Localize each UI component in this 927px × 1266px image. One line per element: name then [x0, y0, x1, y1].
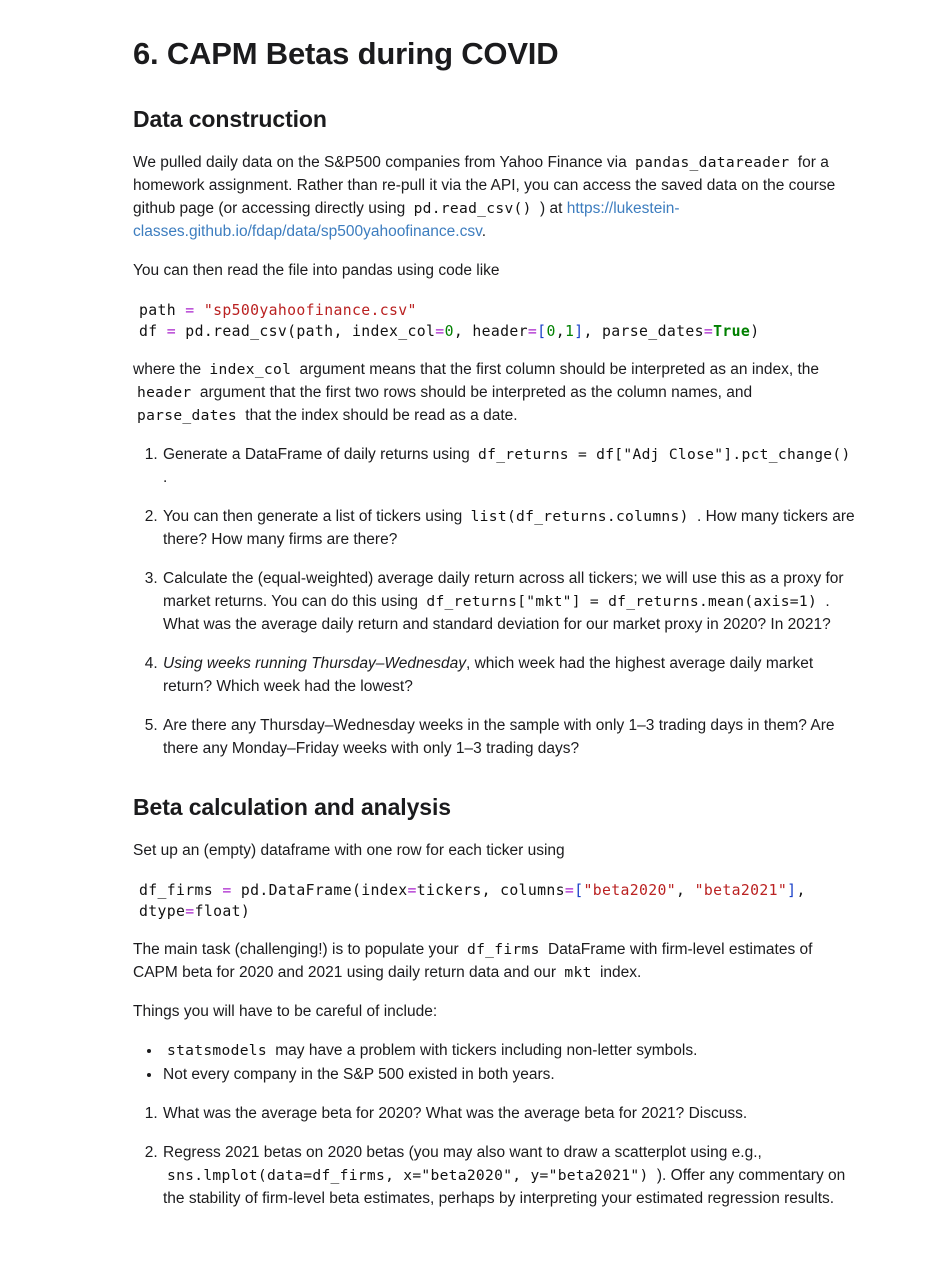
- text-run: . What was the average daily return and standard deviation for our market proxy in 2020? In 2021?: [163, 593, 831, 633]
- text-run: argument means that the first column should be interpreted as an index, the: [295, 361, 820, 378]
- code-token-punct: ]: [787, 882, 797, 899]
- code-token-num: 1: [564, 323, 575, 340]
- text-run: DataFrame with firm-level estimates of CAPM beta for 2020 and 2021 using daily return data and our: [133, 941, 813, 981]
- code-token-plain: , header: [453, 323, 528, 340]
- inline-code: pandas_datareader: [635, 154, 790, 171]
- code-token-plain: ,: [676, 882, 695, 899]
- data-construction-tasks: [133, 443, 857, 760]
- list-item: [162, 505, 857, 551]
- paragraph-arguments: [133, 358, 857, 427]
- inline-code: list(df_returns.columns): [470, 508, 689, 525]
- code-token-op: =: [435, 323, 445, 340]
- text-run: You can then read the file into pandas using code like: [133, 262, 500, 279]
- code-token-plain: df_firms: [139, 882, 223, 899]
- code-token-op: =: [185, 302, 195, 319]
- list-item: [162, 1063, 857, 1086]
- code-token-str: "beta2021": [694, 882, 788, 899]
- code-token-op: =: [407, 882, 417, 899]
- emphasized-text: Using weeks running Thursday–Wednesday: [163, 655, 466, 672]
- code-token-op: =: [564, 882, 575, 899]
- code-token-plain: path: [139, 302, 186, 319]
- code-token-plain: float): [194, 903, 251, 920]
- code-token-op: =: [166, 323, 177, 340]
- section-heading-beta-calculation: Beta calculation and analysis: [133, 794, 451, 820]
- inline-code: sns.lmplot(data=df_firms, x="beta2020", y="beta2021"): [167, 1167, 649, 1184]
- code-token-plain: pd.read_csv(path, index_col: [176, 323, 436, 340]
- list-item: [162, 714, 857, 760]
- paragraph-setup-dataframe: [133, 839, 857, 862]
- beta-analysis-tasks: [133, 1102, 857, 1210]
- text-run: ) at: [535, 200, 567, 217]
- code-token-plain: pd.DataFrame(index: [231, 882, 408, 899]
- text-run: .: [481, 223, 487, 240]
- list-item: [162, 1102, 857, 1125]
- code-token-plain: tickers, columns: [416, 882, 565, 899]
- text-run: , which week had the highest average daily market return? Which week had the lowest?: [163, 655, 814, 695]
- code-block-df-firms: [133, 878, 857, 924]
- text-run: Regress 2021 betas on 2020 betas (you may also want to draw a scatterplot using e.g.,: [163, 1144, 762, 1161]
- code-token-punct: [: [537, 323, 547, 340]
- code-token-op: =: [222, 882, 232, 899]
- text-run: ). Offer any commentary on the stability of firm-level beta estimates, perhaps by interpreting your estimated regression results.: [163, 1167, 846, 1207]
- text-run: for a homework assignment. Rather than re-pull it via the API, you can access the saved data on the course github page (or accessing directly using: [133, 154, 836, 217]
- inline-code: df_returns = df["Adj Close"].pct_change(): [478, 446, 851, 463]
- text-run: The main task (challenging!) is to populate your: [133, 941, 463, 958]
- text-run: that the index should be read as a date.: [240, 407, 518, 424]
- inline-code: mkt: [564, 964, 592, 981]
- text-run: may have a problem with tickers including non-letter symbols.: [270, 1042, 698, 1059]
- code-token-plain: ,: [555, 323, 565, 340]
- inline-code: pd.read_csv(): [413, 200, 532, 217]
- code-token-plain: ): [750, 323, 760, 340]
- code-token-str: "sp500yahoofinance.csv": [203, 302, 417, 319]
- paragraph-careful: [133, 1000, 857, 1023]
- list-item: [162, 1039, 857, 1062]
- inline-code: df_returns["mkt"] = df_returns.mean(axis=1): [426, 593, 818, 610]
- code-token-punct: [: [574, 882, 584, 899]
- text-run: argument that the first two rows should be interpreted as the column names, and: [195, 384, 753, 401]
- code-token-plain: , parse_dates: [583, 323, 704, 340]
- text-run: You can then generate a list of tickers using: [163, 508, 467, 525]
- text-run: index.: [595, 964, 642, 981]
- code-token-punct: ]: [574, 323, 584, 340]
- list-item: [162, 567, 857, 636]
- inline-code: parse_dates: [137, 407, 237, 424]
- inline-code: index_col: [209, 361, 292, 378]
- paragraph-read-file: [133, 259, 857, 282]
- list-item: [162, 652, 857, 698]
- code-token-op: =: [185, 903, 195, 920]
- code-token-plain: ,: [796, 882, 806, 899]
- code-token-num: 0: [444, 323, 454, 340]
- inline-code: df_firms: [466, 941, 540, 958]
- text-run: .: [163, 469, 168, 486]
- list-item: [162, 443, 857, 489]
- document-content: [133, 36, 857, 1210]
- page-title: 6. CAPM Betas during COVID: [133, 36, 559, 71]
- csv-data-link[interactable]: https://lukestein-classes.github.io/fdap/data/sp500yahoofinance.csv: [133, 200, 680, 240]
- paragraph-main-task: [133, 938, 857, 984]
- code-token-str: "beta2020": [583, 882, 677, 899]
- inline-code: header: [137, 384, 192, 401]
- text-run: What was the average beta for 2020? What was the average beta for 2021? Discuss.: [163, 1105, 748, 1122]
- inline-code: statsmodels: [167, 1042, 267, 1059]
- paragraph-intro: [133, 151, 857, 243]
- code-token-plain: [195, 302, 204, 319]
- code-block-read-csv: [133, 298, 857, 344]
- text-run: Are there any Thursday–Wednesday weeks in the sample with only 1–3 trading days in them? Are there any Monday–Friday weeks with only 1–3 trading days?: [163, 717, 835, 757]
- code-token-plain: df: [139, 323, 167, 340]
- text-run: Things you will have to be careful of include:: [133, 1003, 438, 1020]
- text-run: Not every company in the S&P 500 existed in both years.: [163, 1066, 555, 1083]
- section-heading-data-construction: Data construction: [133, 106, 327, 132]
- careful-list: [133, 1039, 857, 1086]
- text-run: We pulled daily data on the S&P500 companies from Yahoo Finance via: [133, 154, 632, 171]
- code-token-kw: True: [713, 323, 751, 340]
- text-run: Set up an (empty) dataframe with one row for each ticker using: [133, 842, 565, 859]
- code-token-plain: dtype: [139, 903, 186, 920]
- code-token-num: 0: [546, 323, 556, 340]
- code-token-op: =: [527, 323, 538, 340]
- text-run: Calculate the (equal-weighted) average daily return across all tickers; we will use this as a proxy for market returns. You can do this using: [163, 570, 844, 610]
- text-run: . How many tickers are there? How many firms are there?: [163, 508, 855, 548]
- text-run: Generate a DataFrame of daily returns using: [163, 446, 475, 463]
- code-token-op: =: [703, 323, 714, 340]
- text-run: where the: [133, 361, 206, 378]
